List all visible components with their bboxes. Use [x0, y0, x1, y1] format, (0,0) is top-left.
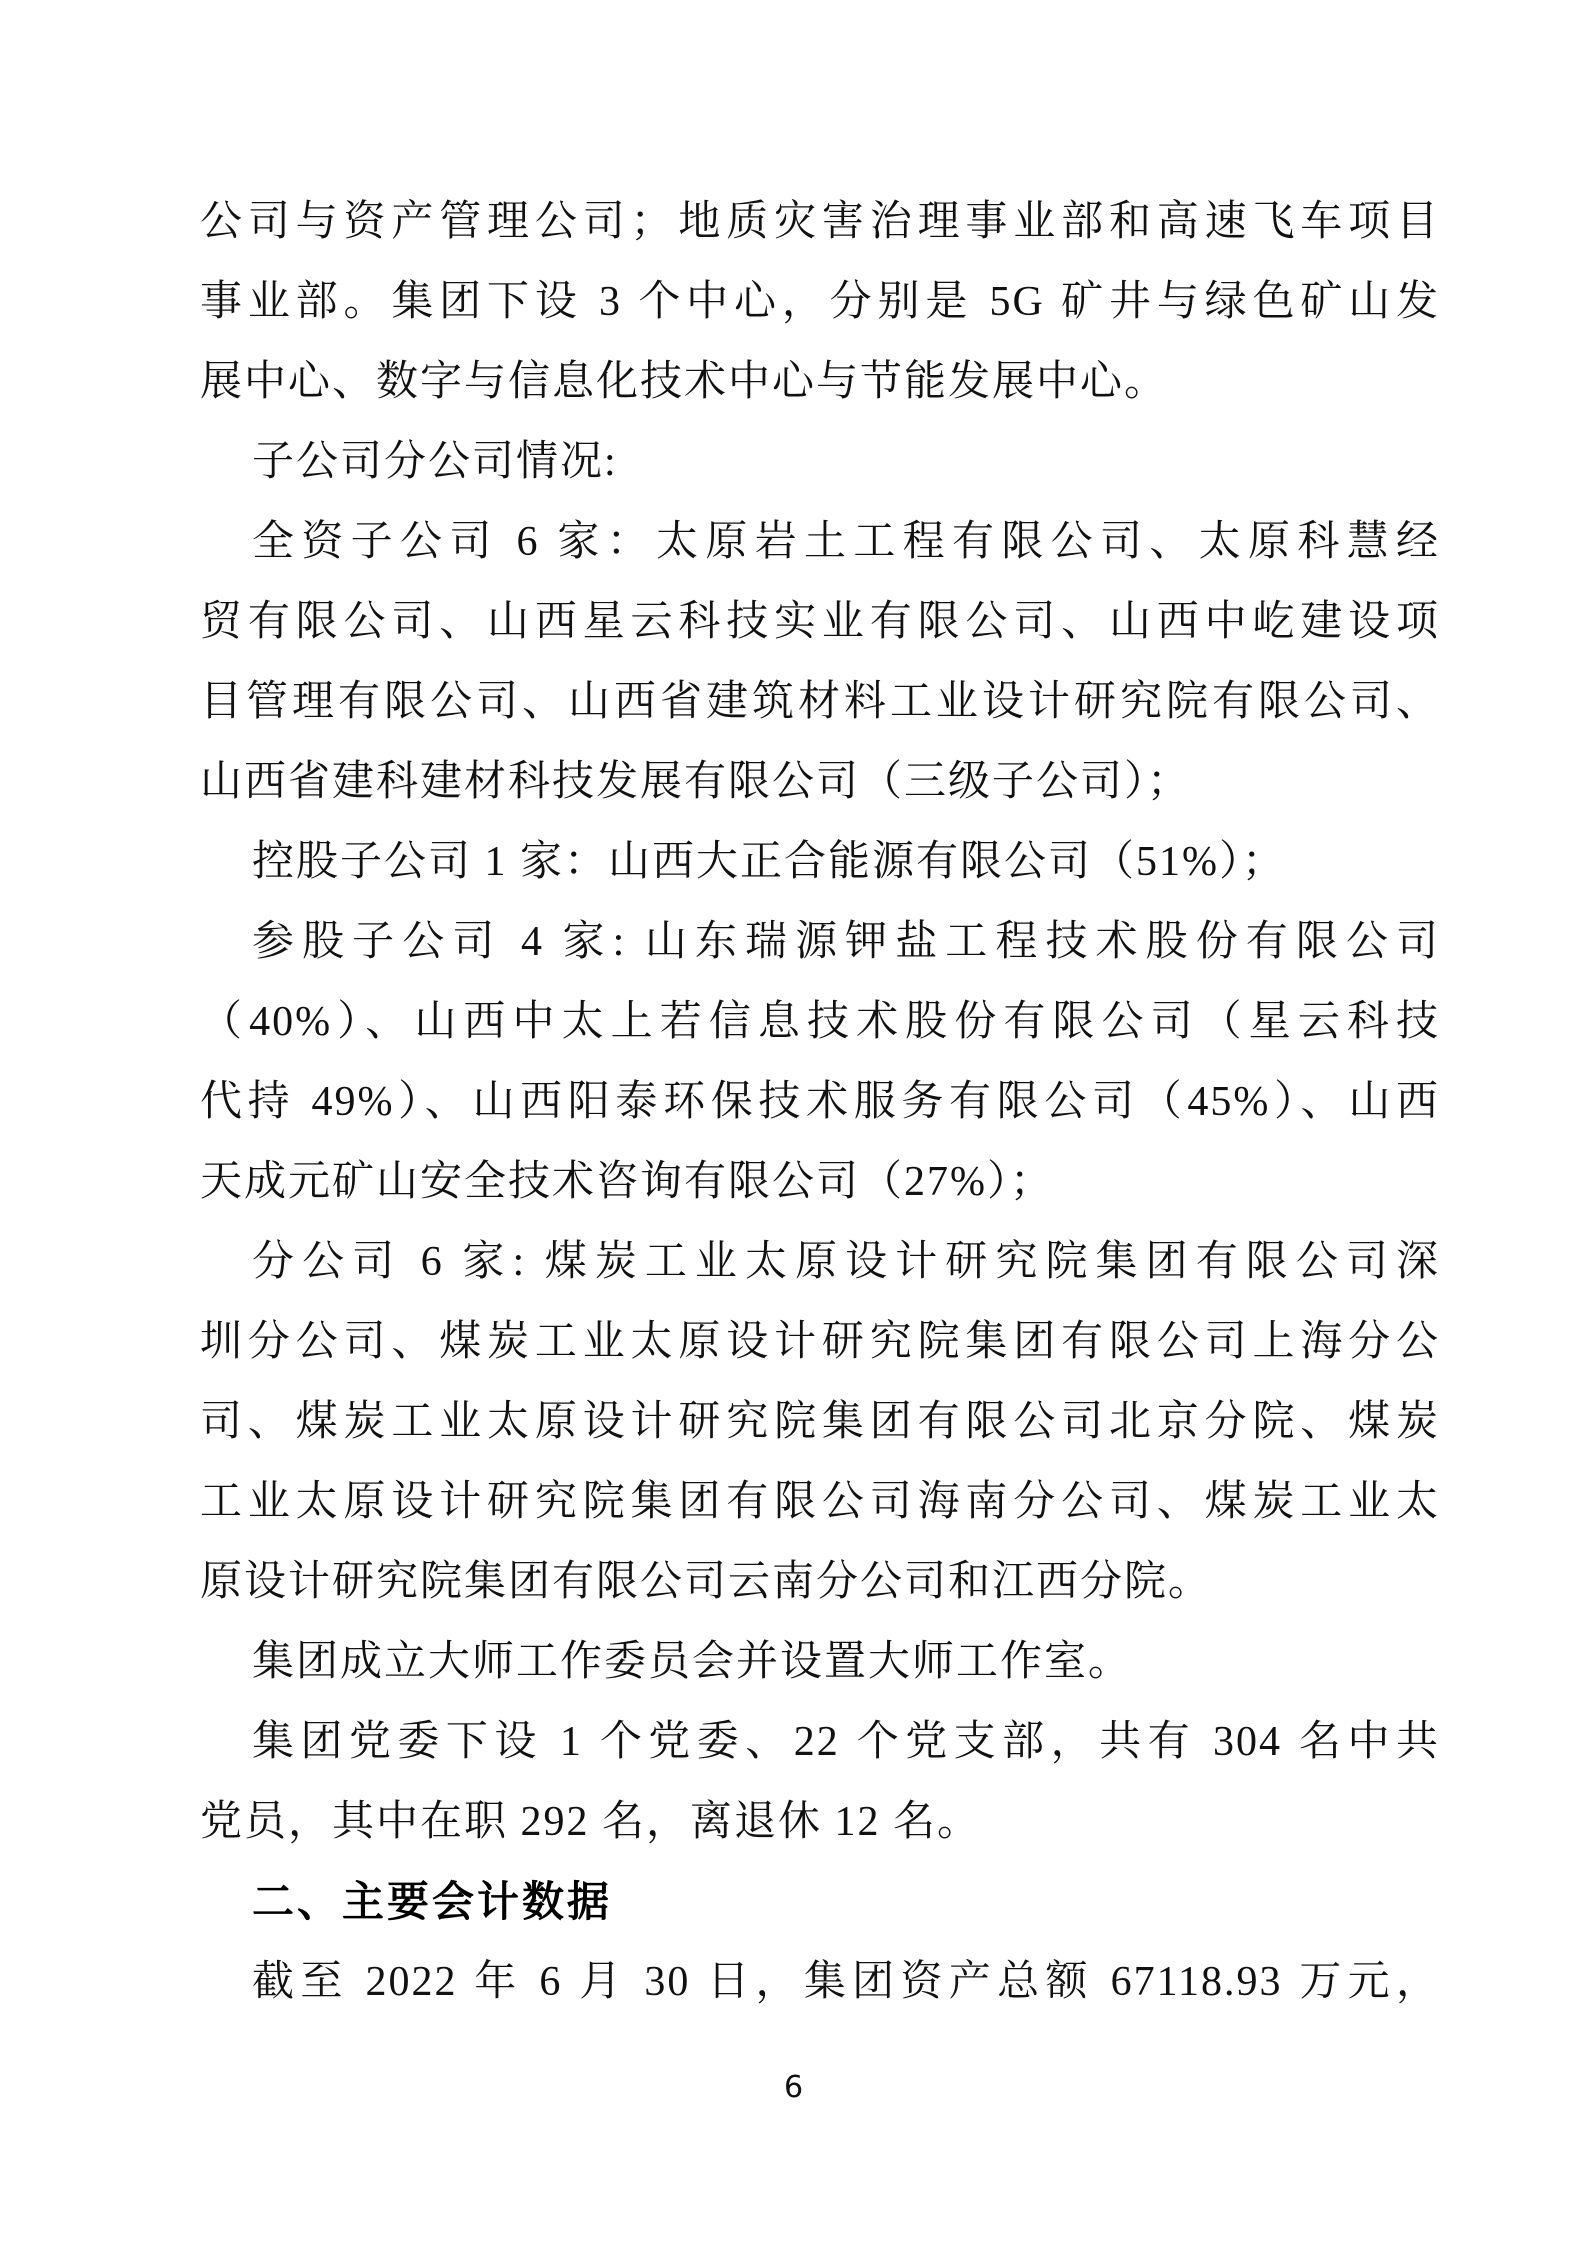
- text-line: 天成元矿山安全技术咨询有限公司（27%）；: [200, 1159, 1054, 1205]
- page-number-label: 6: [783, 2070, 804, 2105]
- text-line: 司、煤炭工业太原设计研究院集团有限公司北京分院、煤炭: [200, 1399, 1440, 1445]
- text-line: 贸有限公司、山西星云科技实业有限公司、山西中屹建设项: [200, 599, 1440, 645]
- text-line: 圳分公司、煤炭工业太原设计研究院集团有限公司上海分公: [200, 1319, 1440, 1365]
- section-heading: [200, 1862, 1440, 1942]
- paragraph: [200, 902, 1440, 1222]
- document-body: [200, 182, 1440, 2022]
- paragraph: [200, 1702, 1440, 1862]
- text-line: 集团党委下设 1 个党委、22 个党支部，共有 304 名中共: [252, 1719, 1440, 1765]
- paragraph: [200, 1942, 1440, 2022]
- text-line: 子公司分公司情况:: [252, 439, 618, 485]
- text-line: 工业太原设计研究院集团有限公司海南分公司、煤炭工业太: [200, 1479, 1440, 1525]
- text-line: 分公司 6 家: 煤炭工业太原设计研究院集团有限公司深: [252, 1239, 1440, 1285]
- text-line: 参股子公司 4 家: 山东瑞源钾盐工程技术股份有限公司: [252, 919, 1440, 965]
- text-line: 代持 49%）、山西阳泰环保技术服务有限公司（45%）、山西: [200, 1079, 1440, 1125]
- text-line: 展中心、数字与信息化技术中心与节能发展中心。: [200, 359, 1169, 405]
- text-line: 山西省建科建材科技发展有限公司（三级子公司）；: [200, 759, 1192, 805]
- text-line: 二、主要会计数据: [252, 1878, 613, 1925]
- paragraph: [200, 422, 1440, 502]
- text-line: 公司与资产管理公司；地质灾害治理事业部和高速飞车项目: [200, 199, 1440, 245]
- text-line: 党员，其中在职 292 名，离退休 12 名。: [200, 1799, 982, 1845]
- paragraph: [200, 502, 1440, 822]
- text-line: 全资子公司 6 家：太原岩土工程有限公司、太原科慧经: [252, 519, 1440, 565]
- text-line: （40%）、山西中太上若信息技术股份有限公司（星云科技: [200, 999, 1440, 1045]
- text-line: 原设计研究院集团有限公司云南分公司和江西分院。: [200, 1559, 1213, 1605]
- text-line: 事业部。集团下设 3 个中心，分别是 5G 矿井与绿色矿山发: [200, 279, 1440, 325]
- text-line: 集团成立大师工作委员会并设置大师工作室。: [252, 1639, 1133, 1685]
- text-line: 目管理有限公司、山西省建筑材料工业设计研究院有限公司、: [200, 679, 1440, 725]
- paragraph: [200, 1222, 1440, 1622]
- text-line: 截至 2022 年 6 月 30 日，集团资产总额 67118.93 万元，: [252, 1959, 1440, 2005]
- text-line: 控股子公司 1 家：山西大正合能源有限公司（51%）；: [252, 839, 1286, 885]
- paragraph: [200, 1622, 1440, 1702]
- paragraph: [200, 182, 1440, 422]
- paragraph: [200, 822, 1440, 902]
